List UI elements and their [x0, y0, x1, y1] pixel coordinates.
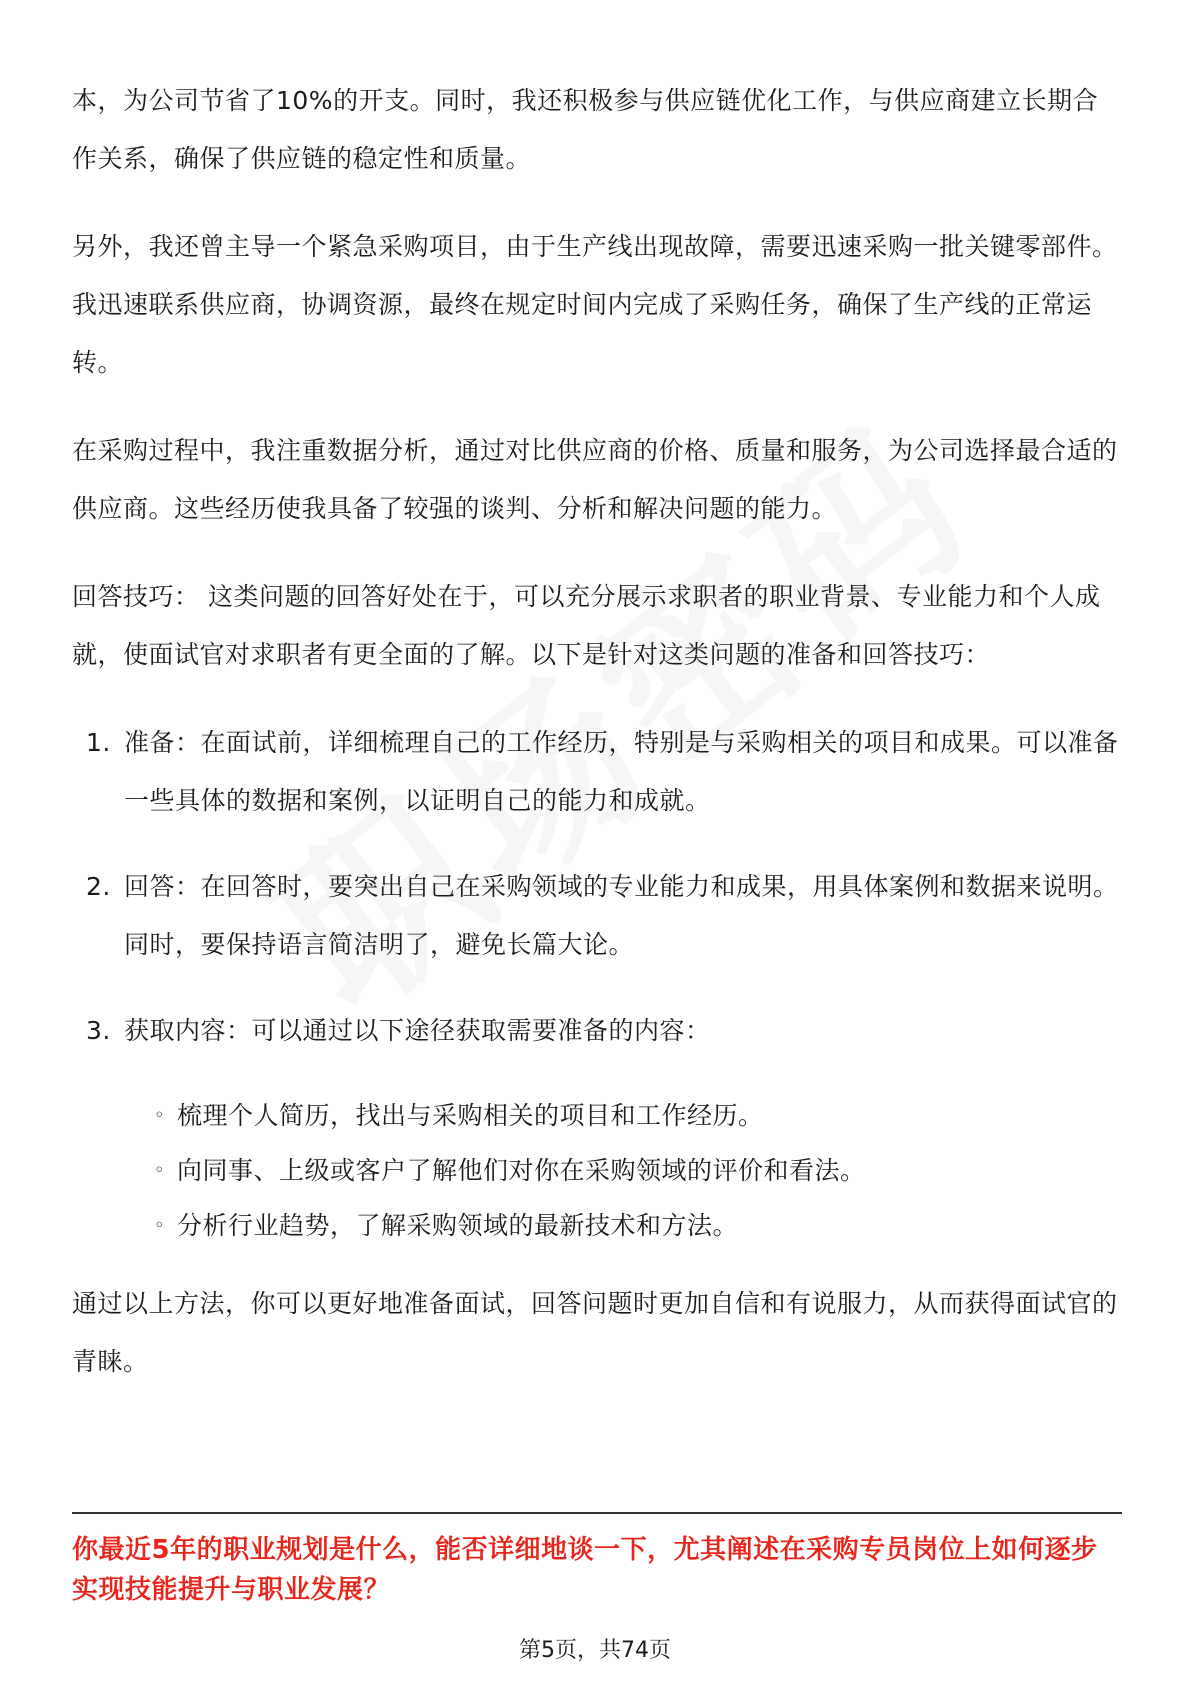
closing-paragraph: 通过以上方法，你可以更好地准备面试，回答问题时更加自信和有说服力，从而获得面试官的青睐。	[72, 1289, 1118, 1376]
page-content	[72, 72, 1122, 1421]
paragraph-2: 另外，我还曾主导一个紧急采购项目，由于生产线出现故障，需要迅速采购一批关键零部件。我迅速联系供应商，协调资源，最终在规定时间内完成了采购任务，确保了生产线的正常运转。	[72, 232, 1118, 377]
numbered-list	[72, 714, 1122, 1060]
list-item-number: 2.	[86, 872, 111, 901]
list-item	[72, 714, 1122, 830]
list-item-text: 回答：在回答时，要突出自己在采购领域的专业能力和成果，用具体案例和数据来说明。同时，要保持语言简洁明了，避免长篇大论。	[124, 872, 1119, 959]
paragraph-answer-tips: 回答技巧： 这类问题的回答好处在于，可以充分展示求职者的职业背景、专业能力和个人成就，使面试官对求职者有更全面的了解。以下是针对这类问题的准备和回答技巧：	[72, 582, 1101, 669]
paragraph-3: 在采购过程中，我注重数据分析，通过对比供应商的价格、质量和服务，为公司选择最合适的供应商。这些经历使我具备了较强的谈判、分析和解决问题的能力。	[72, 436, 1118, 523]
bullet-item-text: 向同事、上级或客户了解他们对你在采购领域的评价和看法。	[177, 1156, 866, 1185]
bullet-list	[72, 1088, 1122, 1253]
list-item-text: 获取内容：可以通过以下途径获取需要准备的内容：	[124, 1016, 711, 1045]
paragraph-1: 本，为公司节省了10%的开支。同时，我还积极参与供应链优化工作，与供应商建立长期合作关系，确保了供应链的稳定性和质量。	[72, 86, 1099, 173]
list-item-number: 3.	[86, 1016, 111, 1045]
list-item	[72, 1002, 1122, 1060]
bullet-item-text: 分析行业趋势，了解采购领域的最新技术和方法。	[177, 1211, 739, 1240]
list-item-number: 1.	[86, 728, 111, 757]
section-divider	[72, 1512, 1122, 1514]
bullet-item-text: 梳理个人简历，找出与采购相关的项目和工作经历。	[177, 1101, 764, 1130]
page-number-footer: 第5页，共74页	[519, 1638, 671, 1663]
bullet-item	[72, 1198, 1122, 1253]
bullet-icon: ◦	[154, 1215, 166, 1236]
bullet-icon: ◦	[154, 1160, 166, 1181]
list-item	[72, 858, 1122, 974]
bullet-icon: ◦	[154, 1105, 166, 1126]
bullet-item	[72, 1088, 1122, 1143]
list-item-text: 准备：在面试前，详细梳理自己的工作经历，特别是与采购相关的项目和成果。可以准备一些具体的数据和案例，以证明自己的能力和成就。	[124, 728, 1119, 815]
bullet-item	[72, 1143, 1122, 1198]
next-question-heading: 你最近5年的职业规划是什么，能否详细地谈一下，尤其阐述在采购专员岗位上如何逐步实现技能提升与职业发展？	[72, 1535, 1098, 1605]
